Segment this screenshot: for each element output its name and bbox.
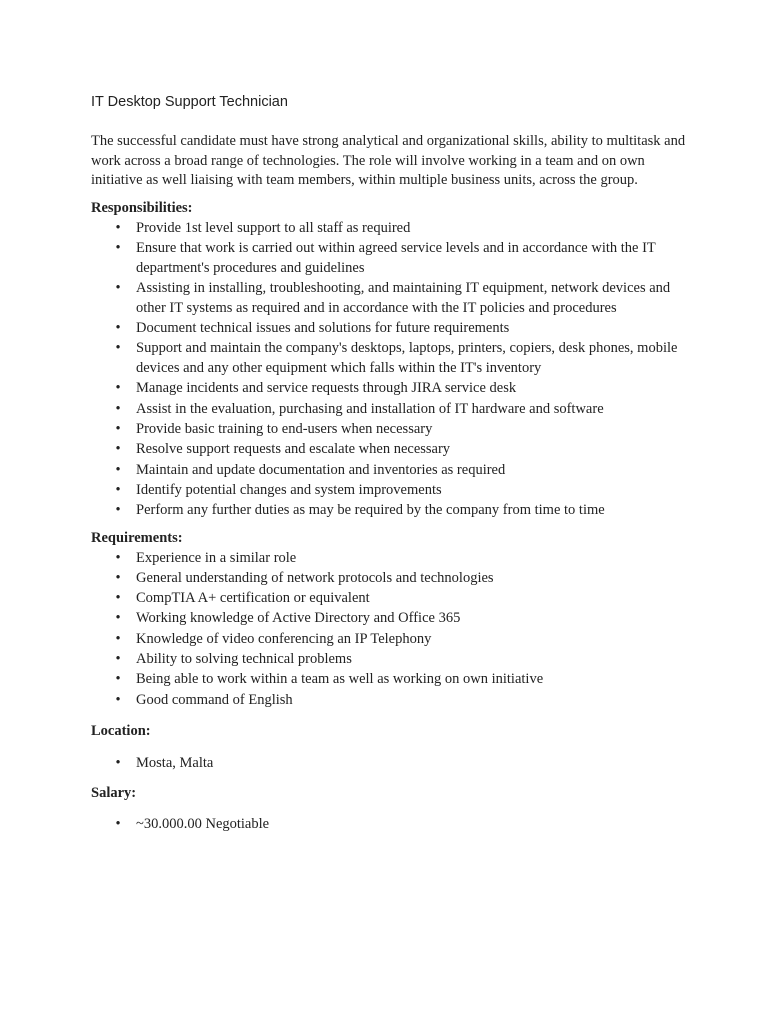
list-item-text: Knowledge of video conferencing an IP Telephony (136, 630, 432, 647)
responsibilities-heading: Responsibilities: (91, 200, 193, 217)
list-item-text: Perform any further duties as may be required by the company from time to time (136, 502, 605, 519)
location-heading: Location: (91, 723, 151, 740)
list-item (91, 589, 691, 609)
list-item (91, 815, 691, 835)
list-item-text: Provide 1st level support to all staff as required (136, 219, 411, 236)
list-item (91, 569, 691, 589)
bullet-icon: • (115, 590, 121, 607)
list-item (91, 754, 691, 774)
requirements-list (91, 549, 691, 711)
list-item (91, 279, 691, 318)
list-item-text: CompTIA A+ certification or equivalent (136, 590, 370, 607)
list-item (91, 691, 691, 711)
list-item (91, 219, 691, 239)
bullet-icon: • (115, 240, 121, 257)
list-item-text: Assisting in installing, troubleshooting, and maintaining IT equipment, network devices and other IT systems as required and in accordance with the IT policies and procedures (136, 280, 671, 316)
bullet-icon: • (115, 671, 121, 688)
bullet-icon: • (115, 502, 121, 519)
list-item (91, 670, 691, 690)
list-item-text: Resolve support requests and escalate when necessary (136, 441, 451, 458)
list-item-text: Mosta, Malta (136, 755, 214, 772)
list-item (91, 239, 691, 278)
bullet-icon: • (115, 421, 121, 437)
bullet-icon: • (115, 340, 121, 357)
list-item-text: Maintain and update documentation and inventories as required (136, 461, 506, 478)
list-item-text: Good command of English (136, 691, 293, 708)
list-item (91, 501, 691, 521)
bullet-icon: • (115, 610, 121, 627)
bullet-icon: • (115, 280, 121, 297)
list-item (91, 630, 691, 650)
requirements-heading: Requirements: (91, 529, 183, 546)
list-item (91, 379, 691, 399)
list-item (91, 319, 691, 339)
list-item (91, 650, 691, 670)
list-item-text: General understanding of network protocols and technologies (136, 569, 494, 586)
list-item (91, 440, 691, 460)
bullet-icon: • (115, 569, 121, 586)
salary-heading: Salary: (91, 784, 137, 801)
list-item (91, 461, 691, 481)
document-page (91, 92, 691, 845)
list-item-text: ~30.000.00 Negotiable (136, 816, 270, 833)
bullet-icon: • (115, 549, 121, 566)
salary-list (91, 815, 691, 835)
list-item (91, 609, 691, 629)
list-item (91, 400, 691, 420)
list-item (91, 549, 691, 569)
location-list (91, 754, 691, 774)
bullet-icon: • (115, 400, 121, 417)
bullet-icon: • (115, 219, 121, 236)
list-item-text: Provide basic training to end-users when necessary (136, 421, 433, 437)
bullet-icon: • (115, 441, 121, 458)
bullet-icon: • (115, 630, 121, 647)
page-title: IT Desktop Support Technician (91, 94, 288, 110)
bullet-icon: • (115, 691, 121, 708)
list-item-text: Ability to solving technical problems (136, 651, 352, 668)
list-item-text: Identify potential changes and system improvements (136, 481, 442, 498)
list-item-text: Manage incidents and service requests through JIRA service desk (136, 380, 517, 397)
bullet-icon: • (115, 651, 121, 668)
bullet-icon: • (115, 755, 121, 772)
list-item-text: Experience in a similar role (136, 549, 297, 566)
bullet-icon: • (115, 461, 121, 478)
list-item-text: Ensure that work is carried out within agreed service levels and in accordance with the IT department's procedures and guidelines (136, 240, 656, 276)
list-item (91, 339, 691, 378)
bullet-icon: • (115, 320, 121, 337)
list-item-text: Assist in the evaluation, purchasing and installation of IT hardware and software (136, 400, 604, 417)
list-item (91, 420, 691, 440)
list-item-text: Working knowledge of Active Directory and Office 365 (136, 610, 461, 627)
list-item-text: Support and maintain the company's desktops, laptops, printers, copiers, desk phones, mobile devices and any other equipment which falls within the IT's inventory (136, 340, 678, 377)
intro-paragraph: The successful candidate must have strong analytical and organizational skills, ability to multitask and work across a broad range of technologies. The role will involve working in a team and on own initiative as well liaising with team members, within multiple business units, across the group. (91, 133, 686, 189)
bullet-icon: • (115, 816, 121, 833)
bullet-icon: • (115, 380, 121, 397)
list-item-text: Document technical issues and solutions for future requirements (136, 320, 510, 337)
responsibilities-list (91, 219, 691, 521)
list-item (91, 481, 691, 501)
bullet-icon: • (115, 481, 121, 498)
list-item-text: Being able to work within a team as well as working on own initiative (136, 671, 544, 688)
